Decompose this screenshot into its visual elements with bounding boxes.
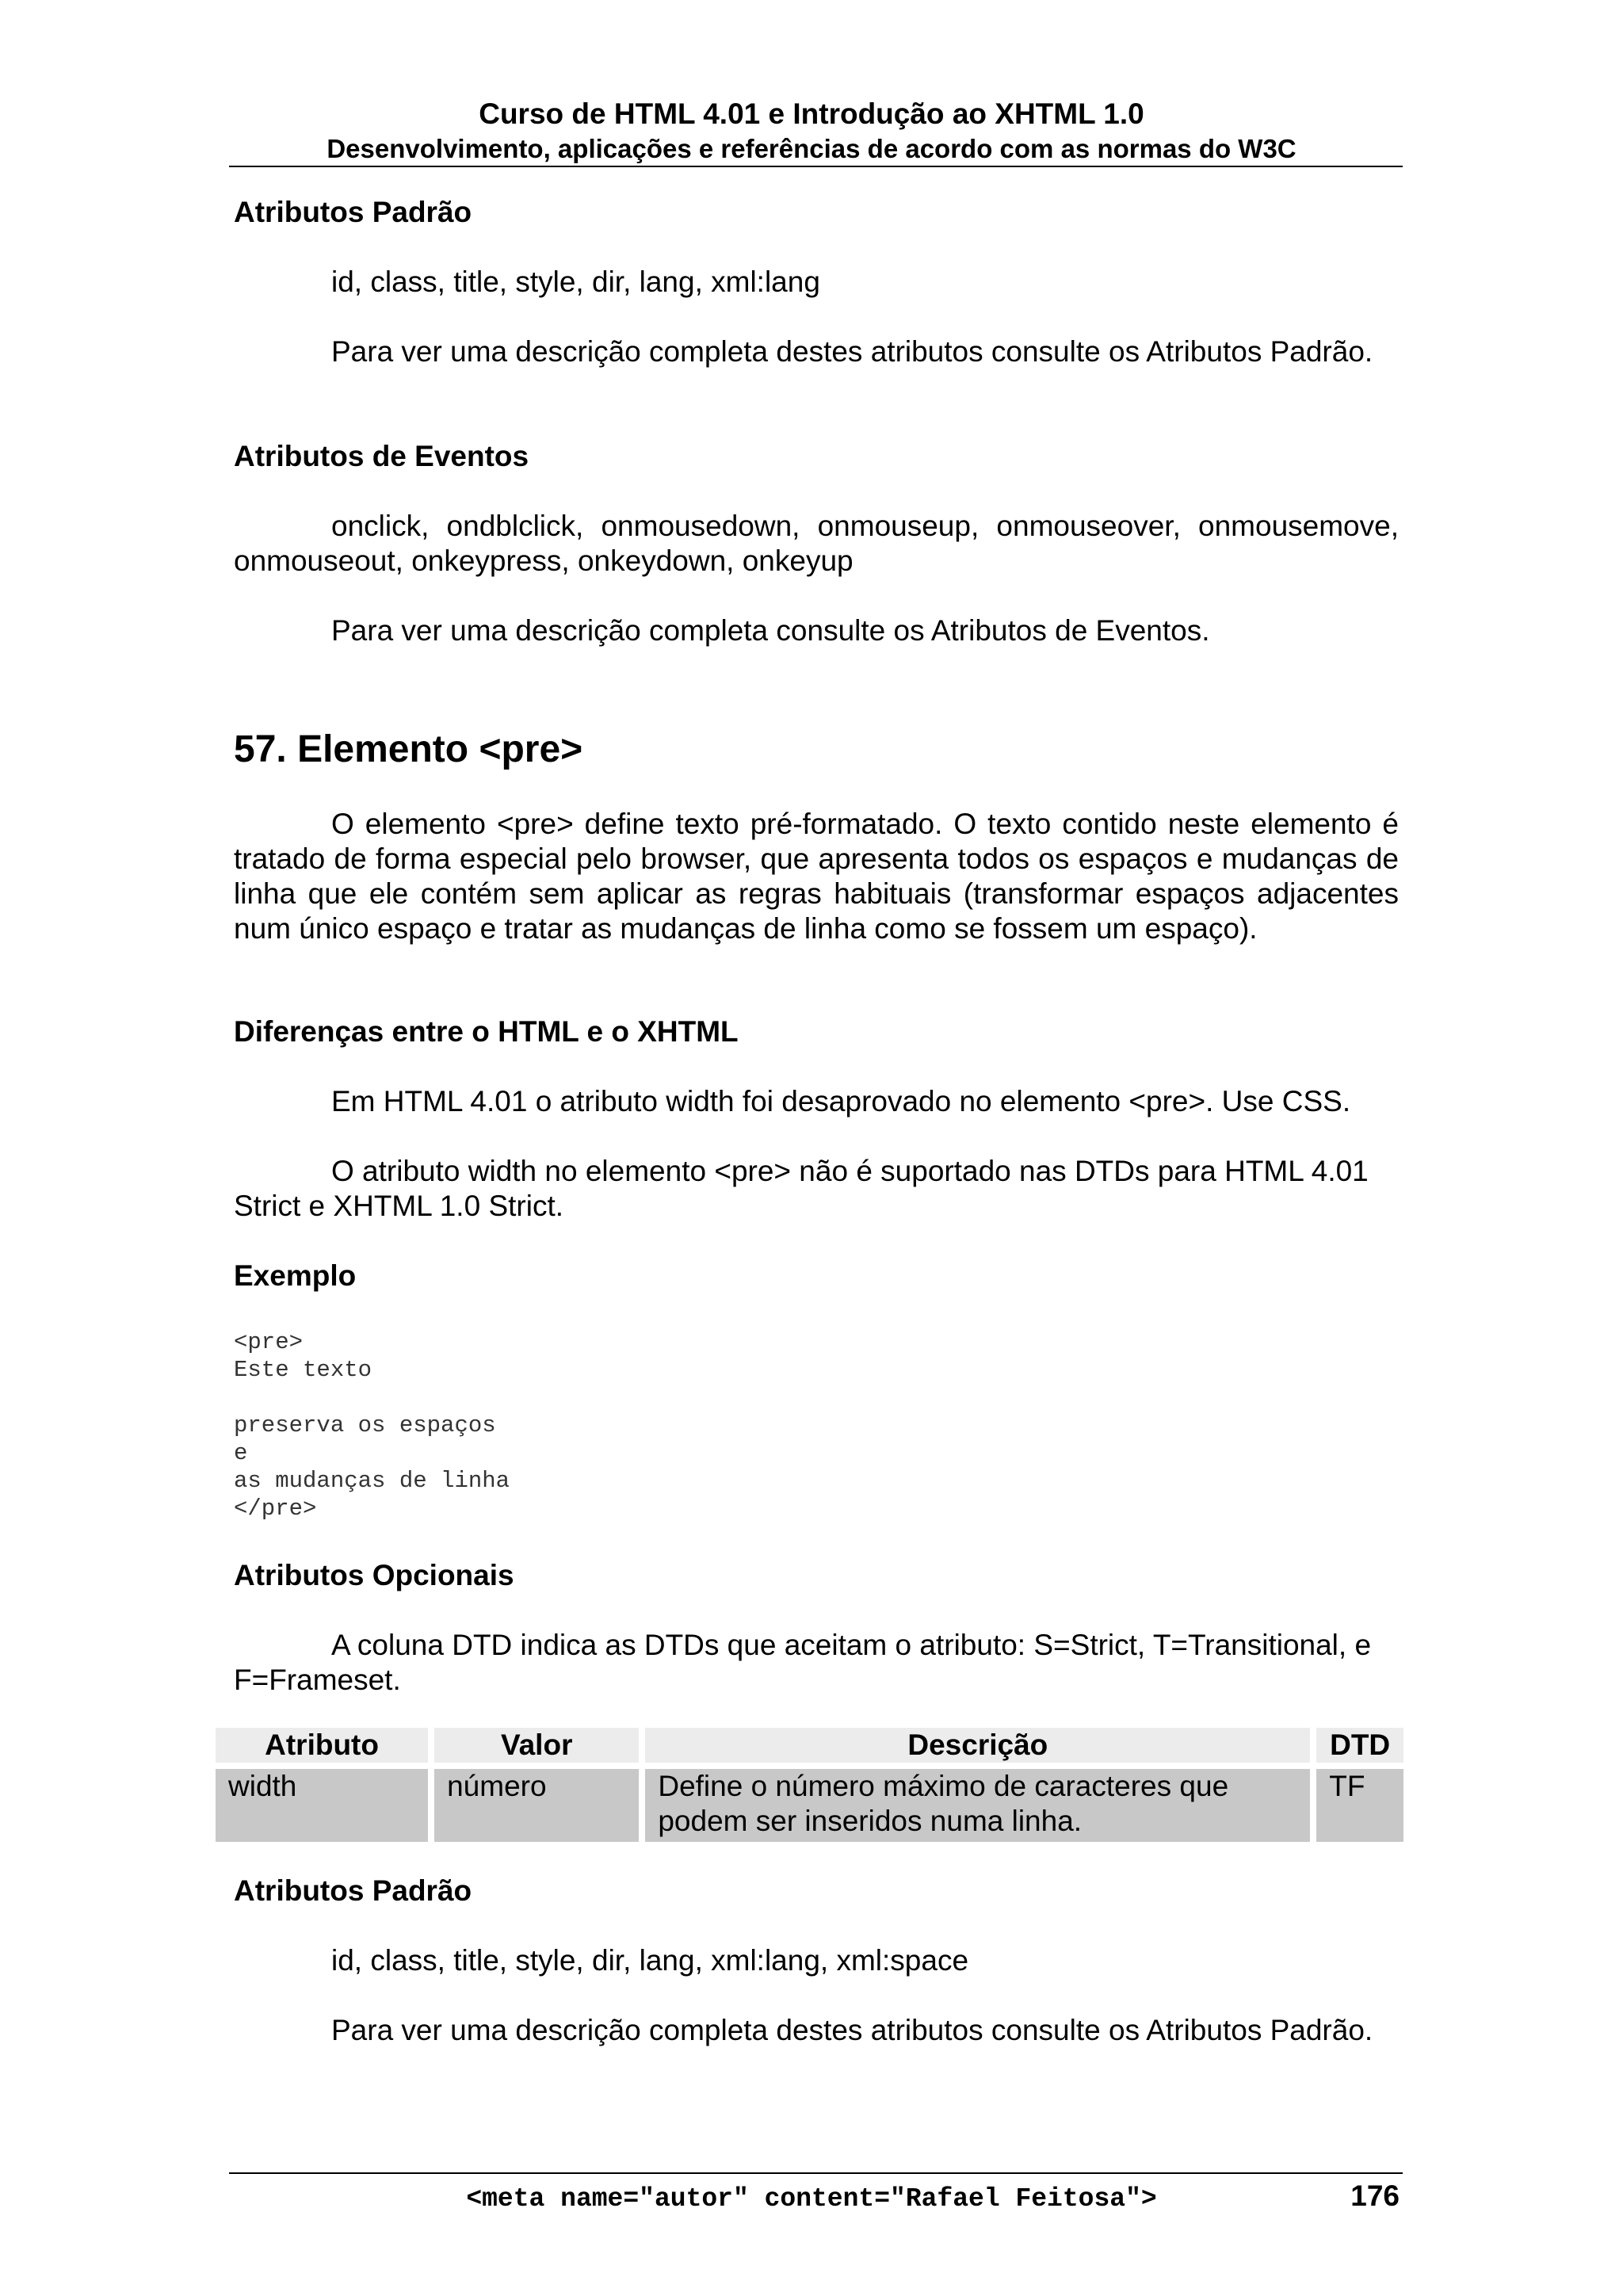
section-heading-optional-attributes: Atributos Opcionais — [234, 1559, 514, 1591]
table-header-cell: Atributo — [216, 1728, 428, 1763]
optional-attributes-note: A coluna DTD indica as DTDs que aceitam o atributo: S=Strict, T=Transitional, e F=Frameset. — [234, 1629, 1372, 1696]
optional-attributes-table — [209, 1728, 1410, 1842]
footer-divider — [229, 2172, 1403, 2174]
differences-paragraph-2: O atributo width no elemento <pre> não é suportado nas DTDs para HTML 4.01 Strict e XHTML 1.0 Strict. — [234, 1155, 1369, 1222]
section-heading-standard-attributes-2: Atributos Padrão — [234, 1874, 472, 1907]
header-subtitle: Desenvolvimento, aplicações e referências de acordo com as normas do W3C — [327, 134, 1296, 163]
standard-attributes-list: id, class, title, style, dir, lang, xml:lang — [331, 266, 820, 298]
chapter-title: 57. Elemento <pre> — [234, 728, 583, 770]
standard-attributes-note: Para ver uma descrição completa destes atributos consulte os Atributos Padrão. — [331, 335, 1373, 368]
table-cell-dtd: TF — [1316, 1769, 1403, 1842]
section-heading-example: Exemplo — [234, 1259, 357, 1292]
table-header-cell: DTD — [1316, 1728, 1403, 1763]
header-divider — [229, 166, 1403, 167]
example-code-block: <pre> Este texto preserva os espaços e as mudanças de linha </pre> — [234, 1329, 510, 1522]
table-cell-attribute: width — [216, 1769, 428, 1842]
differences-paragraph-1: Em HTML 4.01 o atributo width foi desaprovado no elemento <pre>. Use CSS. — [331, 1085, 1351, 1117]
footer-meta-tag: <meta name="autor" content="Rafael Feitosa"> — [466, 2184, 1157, 2214]
section-heading-differences: Diferenças entre o HTML e o XHTML — [234, 1015, 739, 1048]
table-header-cell: Valor — [434, 1728, 639, 1763]
section-heading-event-attributes: Atributos de Eventos — [234, 440, 529, 472]
table-header-gap — [216, 1763, 1403, 1769]
table-cell-value: número — [434, 1769, 639, 1842]
chapter-intro: O elemento <pre> define texto pré-formatado. O texto contido neste elemento é tratado de forma especial pelo browser, que apresenta todos os espaços e mudanças de linha que ele contém sem aplicar as regras habituais (transformar espaços adjacentes num único espaço e tratar as mudanças de linha como se fossem um espaço). — [234, 808, 1399, 945]
event-attributes-note: Para ver uma descrição completa consulte os Atributos de Eventos. — [331, 614, 1210, 647]
section-heading-standard-attributes: Atributos Padrão — [234, 196, 472, 228]
standard-attributes-list-2: id, class, title, style, dir, lang, xml:lang, xml:space — [331, 1944, 969, 1977]
page-number: 176 — [1350, 2179, 1400, 2212]
header-title: Curso de HTML 4.01 e Introdução ao XHTML 1.0 — [479, 97, 1144, 130]
table-header-cell: Descrição — [645, 1728, 1310, 1763]
event-attributes-list: onclick, ondblclick, onmousedown, onmouseup, onmouseover, onmousemove, onmouseout, onkeypress, onkeydown, onkeyup — [234, 510, 1399, 577]
table-cell-description: Define o número máximo de caracteres que podem ser inseridos numa linha. — [645, 1769, 1310, 1842]
table-header-row — [216, 1728, 1403, 1763]
standard-attributes-note-2: Para ver uma descrição completa destes atributos consulte os Atributos Padrão. — [331, 2014, 1373, 2046]
table-row — [216, 1769, 1403, 1842]
